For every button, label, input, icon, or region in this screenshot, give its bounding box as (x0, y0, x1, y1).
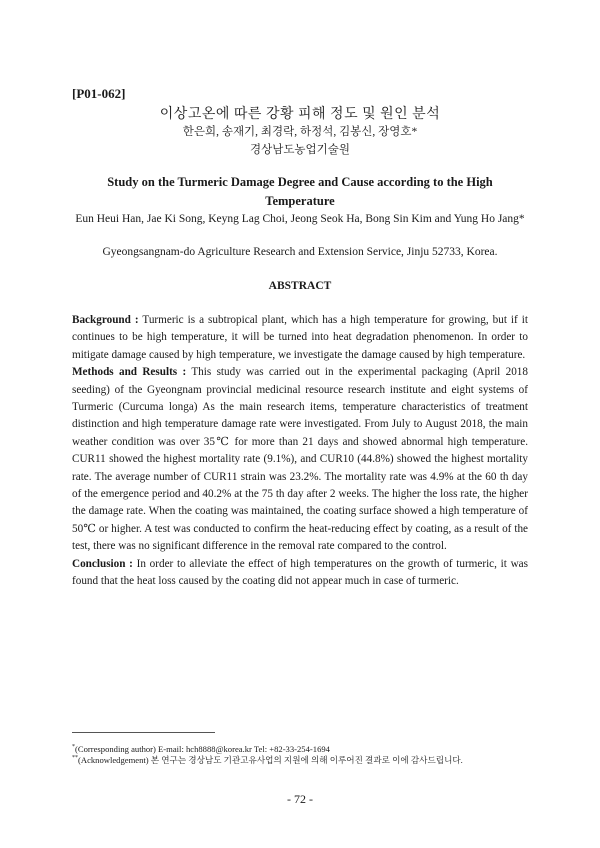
page-number: - 72 - (287, 792, 313, 806)
footnote-text: (Corresponding author) E-mail: hch8888@korea.kr Tel: +82-33-254-1694 (75, 743, 330, 754)
footnote-acknowledgement (72, 752, 542, 766)
conclusion-paragraph (72, 556, 528, 591)
korean-authors: 한은희, 송재기, 최경락, 하정석, 김봉신, 장영호* (182, 126, 418, 138)
methods-label: Methods and Results : (72, 366, 187, 379)
abstract-heading: ABSTRACT (268, 280, 332, 292)
methods-paragraph (72, 364, 528, 555)
korean-title: 이상고온에 따른 강황 피해 정도 및 원인 분석 (159, 107, 441, 122)
methods-text: This study was carried out in the experimental packaging (April 2018 seeding) of the Gyeongnam provincial medicinal resource research institute and eight systems of Turmeric (Curcuma longa) As the main research items, temperature characteristics of treatment distinction and high temperature damage rate were investigated. From July to August 2018, the main weather condition was over 35℃ for more than 21 days and showed abnormal high temperature. CUR11 showed the highest mortality rate (9.1%), and CUR10 (44.8%) showed the highest mortality rate. The average number of CUR11 strain was 23.2%. The mortality rate was 4.9% at the 60 th day of the emergence period and 40.2% at the 75 th day after 2 weeks. The higher the loss rate, the higher the damage rate. When the coating was maintained, the coating surface showed a high temperature of 50℃ or higher. A test was conducted to confirm the heat-reducing effect by coating, as a result of the test, there was no significant difference in the removal rate compared to the control. (72, 366, 528, 553)
conclusion-label: Conclusion : (72, 557, 133, 570)
korean-affiliation: 경상남도농업기술원 (250, 144, 350, 156)
footnote-mark: * (72, 744, 75, 750)
english-title: Study on the Turmeric Damage Degree and Cause according to the High Temperature (107, 175, 493, 208)
conclusion-text: In order to alleviate the effect of high temperatures on the growth of turmeric, it was found that the heat loss caused by the coating did not appear much in case of turmeric. (72, 557, 528, 588)
paper-code: [P01-062] (72, 86, 126, 101)
english-authors: Eun Heui Han, Jae Ki Song, Keyng Lag Choi, Jeong Seok Ha, Bong Sin Kim and Yung Ho Jang* (75, 213, 525, 225)
footnote-text: (Acknowledgement) 본 연구는 경상남도 기관고유사업의 지원에 의해 이루어진 결과로 이에 감사드립니다. (78, 754, 463, 765)
footnote-divider (72, 732, 215, 733)
background-text: Turmeric is a subtropical plant, which has a high temperature for growing, but if it continues to be high temperature, it will be turned into heat degradation phenomenon. In order to mitigate damage caused by high temperature, we investigate the damage caused by high temperature. (72, 314, 528, 361)
english-affiliation: Gyeongsangnam-do Agriculture Research and Extension Service, Jinju 52733, Korea. (102, 246, 498, 258)
abstract-body (72, 312, 528, 591)
background-label: Background : (72, 314, 139, 326)
footnote-mark: ** (72, 755, 78, 761)
background-paragraph (72, 312, 528, 364)
